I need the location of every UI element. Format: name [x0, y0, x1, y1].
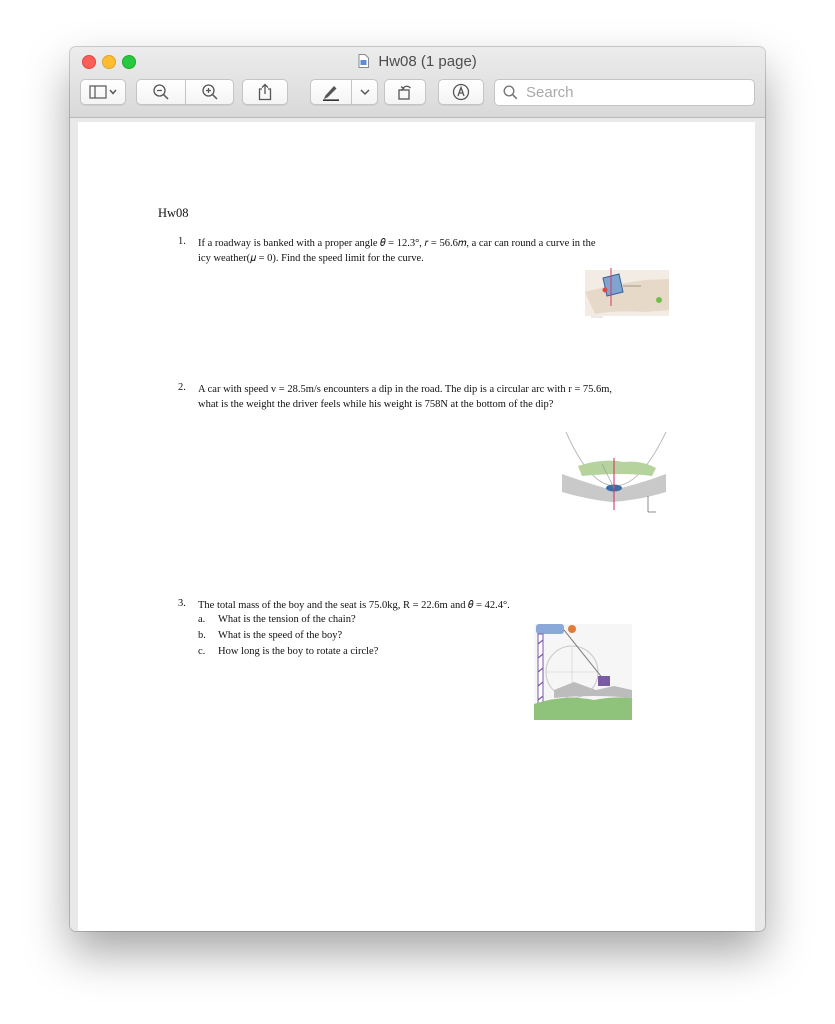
share-icon: [257, 83, 273, 101]
rotate-icon: [396, 83, 414, 101]
question-3c-label: c.: [198, 646, 206, 657]
banked-curve-figure: [585, 266, 671, 320]
zoom-in-button[interactable]: [185, 79, 234, 105]
document-heading: Hw08: [158, 206, 189, 220]
question-3a-label: a.: [198, 614, 206, 625]
swing-ride-figure: [534, 624, 632, 720]
question-1-text: [198, 236, 678, 266]
question-3b-text: What is the speed of the boy?: [218, 630, 343, 641]
question-1-line-2: icy weather(𝜇 = 0). Find the speed limit for the curve.: [198, 253, 424, 264]
zoom-in-icon: [201, 83, 219, 101]
question-2-text: [198, 382, 678, 412]
question-3a-text: What is the tension of the chain?: [218, 614, 356, 625]
search-icon: [503, 85, 518, 100]
question-3-line-1: The total mass of the boy and the seat is 75.0kg, R = 22.6m and 𝜃 = 42.4°.: [198, 600, 510, 611]
question-2-line-1: A car with speed v = 28.5m/s encounters a dip in the road. The dip is a circular arc with r = 75.6m,: [198, 384, 613, 395]
markup-toolbar-button[interactable]: [438, 79, 484, 105]
sidebar-icon: [89, 85, 117, 99]
preview-window: [70, 47, 765, 931]
window-title: Hw08 (1 page): [378, 53, 477, 70]
zoom-out-icon: [152, 83, 170, 101]
question-1-number: 1.: [178, 236, 186, 247]
sidebar-toggle-button[interactable]: [80, 79, 126, 105]
document-viewer[interactable]: [70, 118, 765, 931]
question-1-line-1: If a roadway is banked with a proper angle 𝜃 = 12.3°, 𝑟 = 56.6𝑚, a car can round a curve in the: [198, 238, 596, 249]
chevron-down-icon: [360, 88, 370, 96]
question-2-line-2: what is the weight the driver feels while his weight is 758N at the bottom of the dip?: [198, 399, 554, 410]
question-2-number: 2.: [178, 382, 186, 393]
window-title-area: [70, 51, 765, 73]
pen-icon: [321, 83, 341, 101]
share-button[interactable]: [242, 79, 288, 105]
pdf-page: [78, 122, 755, 931]
document-icon: [358, 54, 369, 68]
annotate-icon: [452, 83, 470, 101]
titlebar: [70, 47, 765, 118]
question-3-number: 3.: [178, 598, 186, 609]
road-dip-figure: [562, 430, 672, 514]
search-field[interactable]: [494, 79, 755, 106]
rotate-button[interactable]: [384, 79, 426, 105]
zoom-out-button[interactable]: [136, 79, 185, 105]
search-input[interactable]: [524, 83, 748, 102]
question-3c-text: How long is the boy to rotate a circle?: [218, 646, 379, 657]
question-3b-label: b.: [198, 630, 206, 641]
markup-pen-button[interactable]: [310, 79, 351, 105]
markup-menu-button[interactable]: [351, 79, 378, 105]
